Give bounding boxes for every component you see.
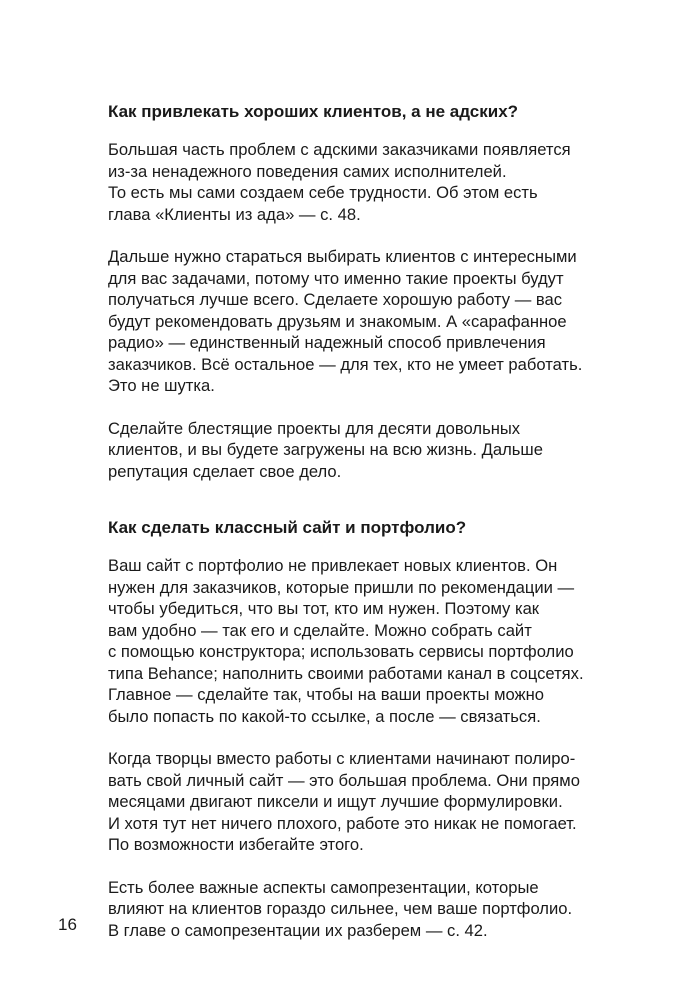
paragraph <box>108 748 608 856</box>
text-line: получаться лучше всего. Сделаете хорошую работу — вас <box>108 290 563 309</box>
text-line: для вас задачами, потому что именно такие проекты будут <box>108 268 564 288</box>
text-line: из-за ненадежного поведения самих исполнителей. <box>108 161 507 181</box>
text-line: В главе о самопрезентации их разберем — с. 42. <box>108 920 488 940</box>
text-line: И хотя тут нет ничего плохого, работе это никак не помогает. <box>108 813 577 833</box>
text-line: вам удобно — так его и сделайте. Можно собрать сайт <box>108 620 532 640</box>
text-line: Есть более важные аспекты самопрезентации, которые <box>108 877 539 897</box>
text-line: было попасть по какой-то ссылке, а после — связаться. <box>108 706 541 726</box>
text-line: То есть мы сами создаем себе трудности. Об этом есть <box>108 183 538 202</box>
text-line: глава «Клиенты из ада» — с. 48. <box>108 204 361 224</box>
text-line: клиентов, и вы будете загружены на всю жизнь. Дальше <box>108 440 543 459</box>
text-line: вать свой личный сайт — это большая проблема. Они прямо <box>108 770 580 790</box>
paragraph <box>108 139 608 225</box>
text-line: месяцами двигают пиксели и ищут лучшие формулировки. <box>108 792 563 811</box>
text-line: типа Behance; наполнить своими работами канал в соцсетях. <box>108 663 584 683</box>
paragraph <box>108 555 608 727</box>
text-line: радио» — единственный надежный способ привлечения <box>108 333 546 352</box>
text-line: Ваш сайт с портфолио не привлекает новых клиентов. Он <box>108 556 558 575</box>
paragraph <box>108 877 608 942</box>
text-line: чтобы убедиться, что вы тот, кто им нужен. Поэтому как <box>108 599 540 618</box>
text-line: Это не шутка. <box>108 376 215 395</box>
text-line: Главное — сделайте так, чтобы на ваши проекты можно <box>108 685 545 704</box>
text-line: с помощью конструктора; использовать сервисы портфолио <box>108 642 574 661</box>
text-line: По возможности избегайте этого. <box>108 835 364 854</box>
section-heading: Как сделать классный сайт и портфолио? <box>108 518 467 537</box>
text-line: Большая часть проблем с адскими заказчиками появляется <box>108 140 571 159</box>
text-line: репутация сделает свое дело. <box>108 461 342 481</box>
text-line: заказчиков. Всё остальное — для тех, кто не умеет работать. <box>108 354 583 374</box>
text-line: Сделайте блестящие проекты для десяти довольных <box>108 418 521 438</box>
paragraph <box>108 418 608 483</box>
section-heading: Как привлекать хороших клиентов, а не адских? <box>108 102 519 121</box>
text-line: Дальше нужно стараться выбирать клиентов с интересными <box>108 247 577 266</box>
paragraph <box>108 246 608 397</box>
page-body <box>108 96 608 941</box>
text-line: будут рекомендовать друзьям и знакомым. А «сарафанное <box>108 311 567 331</box>
text-line: влияют на клиентов гораздо сильнее, чем ваше портфолио. <box>108 899 573 918</box>
page-number: 16 <box>58 915 77 934</box>
text-line: Когда творцы вместо работы с клиентами начинают полиро- <box>108 749 576 768</box>
text-line: нужен для заказчиков, которые пришли по рекомендации — <box>108 577 575 597</box>
